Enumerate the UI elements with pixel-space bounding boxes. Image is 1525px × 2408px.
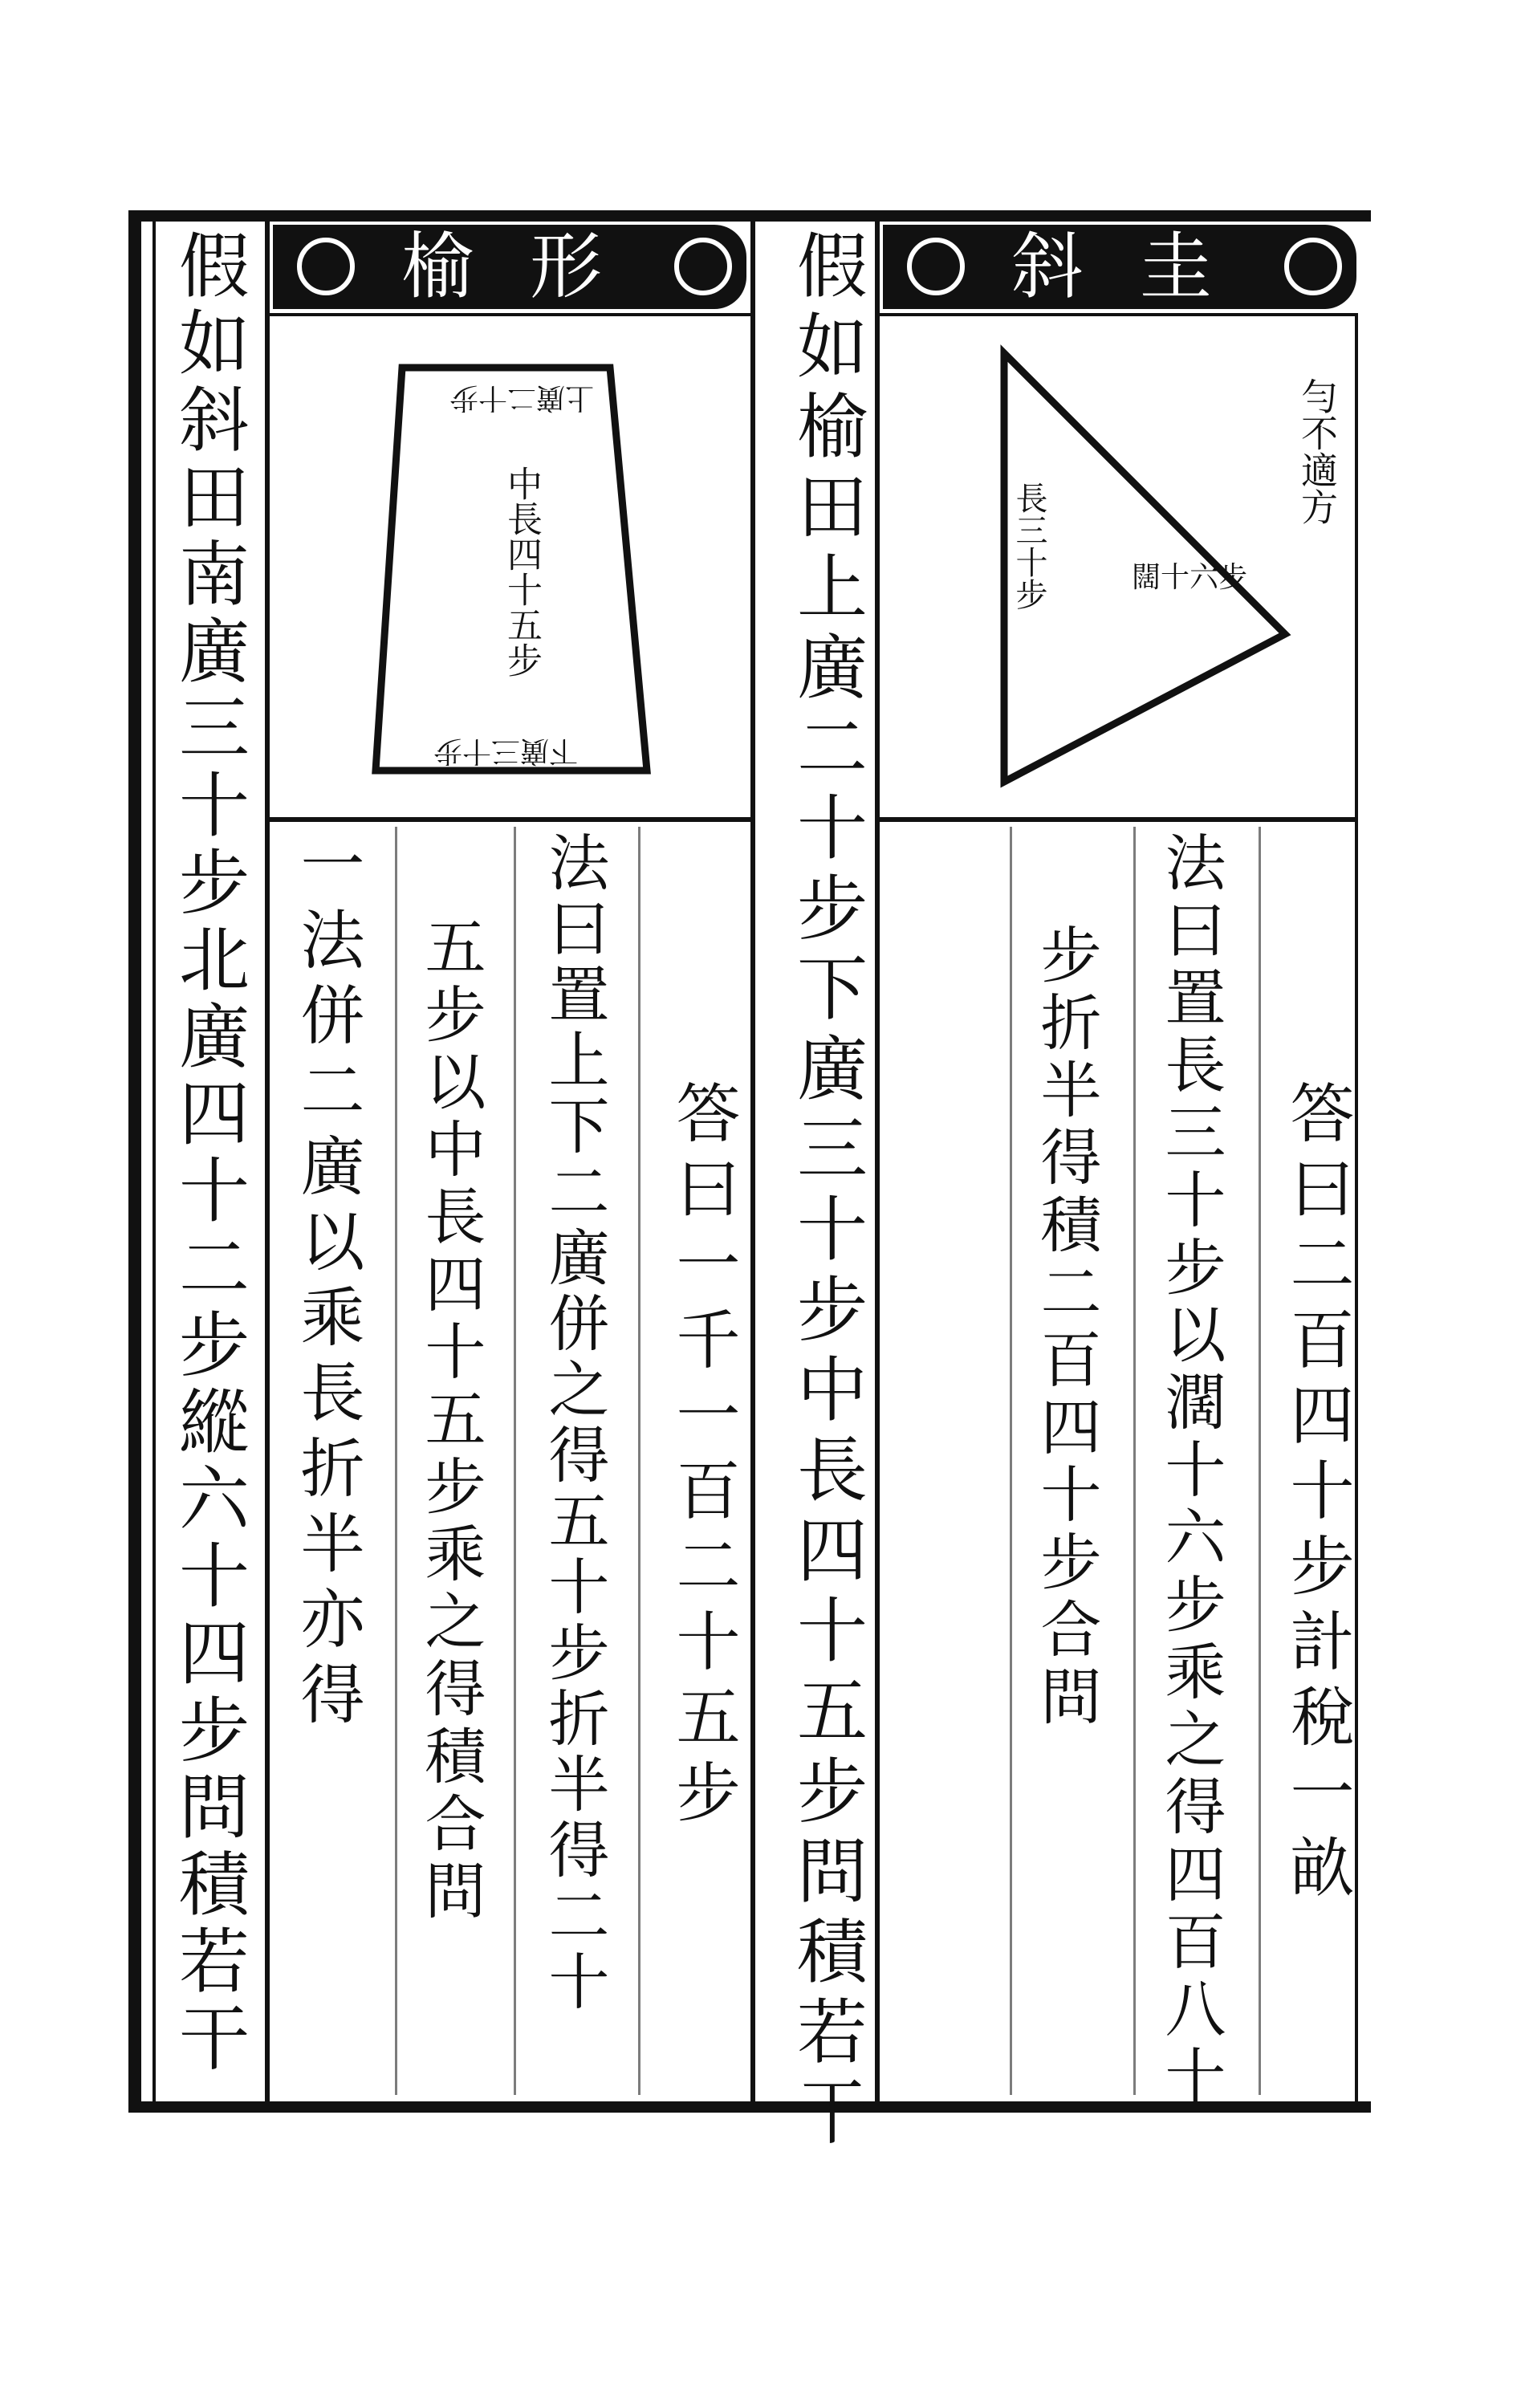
- triangle-figure: [880, 316, 1355, 817]
- ornament-icon: [1284, 238, 1342, 295]
- right-problem-text: 假如榆田上廣二十步下廣三十步中長四十五步問積若干: [786, 229, 868, 2155]
- figure-note: 勻不適方: [1295, 377, 1339, 525]
- ornament-icon: [297, 238, 355, 295]
- right-section-header: [883, 225, 1356, 309]
- frame-left: [128, 210, 141, 2113]
- left-header-text: 榆形: [401, 225, 658, 309]
- triangle-width-label: 闊十六步: [1132, 561, 1248, 594]
- frame-top: [128, 210, 1371, 222]
- left-method-text-3: 一法併二廣以乘長折半亦得: [290, 831, 364, 1736]
- trapezoid-middle-label: 中長四十五步: [501, 466, 542, 677]
- col-rule-a: [1259, 827, 1261, 2095]
- col-rule-c: [1010, 827, 1012, 2095]
- triangle-length-label: 長三十步: [1011, 482, 1047, 610]
- left-problem-text: 假如斜田南廣三十步北廣四十二步縱六十四步問積若干: [168, 229, 250, 2078]
- frame-left-inner: [152, 222, 156, 2101]
- divider-1: [1355, 313, 1358, 2101]
- right-method-text-1: 法曰置長三十步以濶十六步乘之得四百八十: [1155, 831, 1226, 2112]
- right-header-text: 斜圭: [1011, 225, 1268, 309]
- trapezoid-top-label: 上廣二十步: [449, 381, 595, 414]
- right-answer-text: 答曰二百四十步計稅一畝: [1279, 1080, 1354, 1910]
- figure-rule-right-bottom: [880, 817, 1355, 822]
- col-rule-d: [638, 827, 640, 2095]
- left-answer-text: 答曰一千一百二十五步: [665, 1080, 740, 1834]
- right-method-text-2: 步折半得積二百四十步合問: [1031, 923, 1102, 1732]
- col-rule-b: [1133, 827, 1136, 2095]
- ornament-icon: [907, 238, 965, 295]
- left-section-header: [273, 225, 746, 309]
- ornament-icon: [674, 238, 732, 295]
- figure-rule-left-bottom: [270, 817, 750, 822]
- col-rule-e: [514, 827, 516, 2095]
- divider-3: [750, 222, 755, 2101]
- col-rule-f: [395, 827, 397, 2095]
- trapezoid-bottom-label: 下廣三十步: [433, 734, 579, 767]
- left-method-text-1: 法曰置上下二廣併之得五十步折半得二十: [539, 831, 610, 2015]
- left-method-text-2: 五步以中長四十五步乘之得積合問: [415, 915, 486, 1926]
